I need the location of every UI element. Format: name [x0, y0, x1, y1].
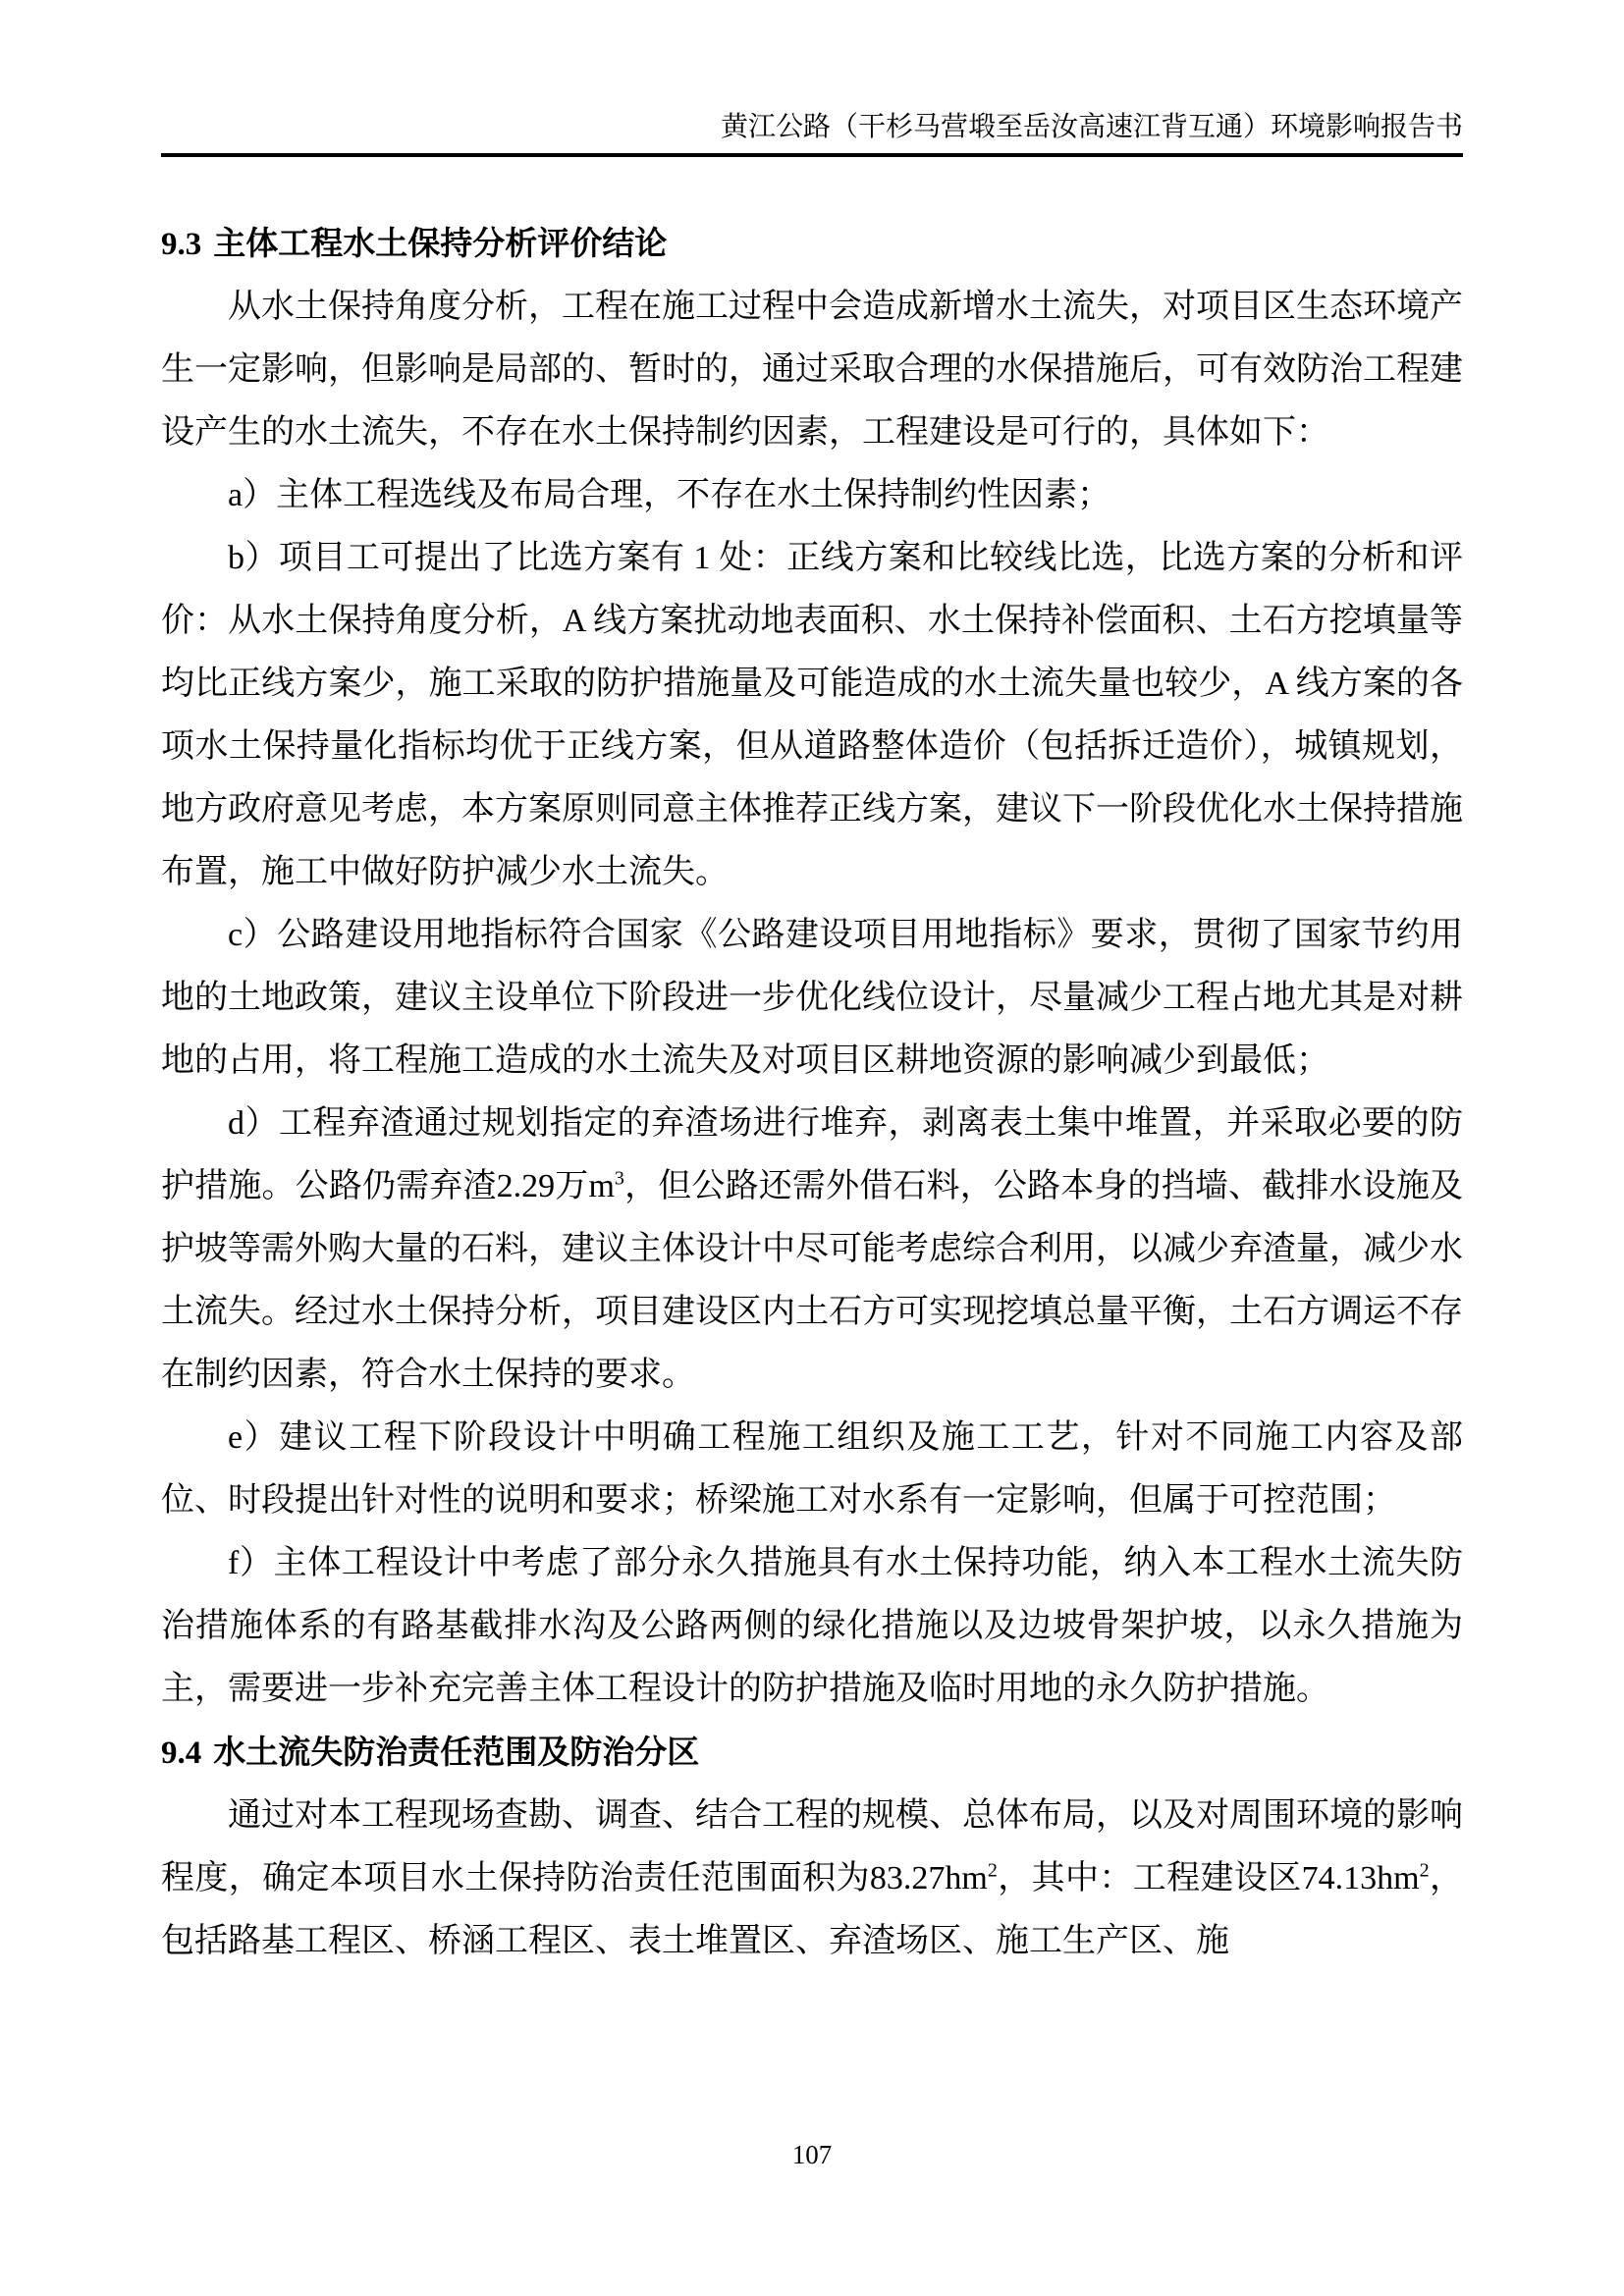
- document-body: [161, 212, 1463, 1973]
- superscript: 2: [987, 1859, 998, 1882]
- text-run: 从水土保持角度分析，工程在施工过程中会造成新增水土流失，对项目区生态环境产生一定影响，但影响是局部的、暂时的，通过采取合理的水保措施后，可有效防治工程建设产生的水土流失，不存在水土保持制约因素，工程建设是可行的，具体如下：: [161, 289, 1463, 451]
- paragraph: [161, 527, 1463, 904]
- text-run: d）工程弃渣通过规划指定的弃渣场进行堆弃，剥离表土集中堆置，并采取必要的防护措施。公路仍需弃渣2.29万m: [161, 1105, 1463, 1204]
- section-number: 9.3: [161, 227, 202, 262]
- page-footer: [0, 2140, 1624, 2170]
- header-rule: [161, 153, 1463, 157]
- section-heading-9.3: [161, 212, 1463, 276]
- text-run: c）公路建设用地指标符合国家《公路建设项目用地指标》要求，贯彻了国家节约用地的土地政策，建议主设单位下阶段进一步优化线位设计，尽量减少工程占地尤其是对耕地的占用，将工程施工造成的水土流失及对项目区耕地资源的影响减少到最低；: [161, 917, 1463, 1079]
- text-run: a）主体工程选线及布局合理，不存在水土保持制约性因素；: [228, 477, 1111, 513]
- text-run: ，但公路还需外借石料，公路本身的挡墙、截排水设施及护坡等需外购大量的石料，建议主体设计中尽可能考虑综合利用，以减少弃渣量，减少水土流失。经过水土保持分析，项目建设区内土石方可实现挖填总量平衡，土石方调运不存在制约因素，符合水土保持的要求。: [161, 1168, 1464, 1393]
- text-run: b）项目工可提出了比选方案有 1 处：正线方案和比较线比选，比选方案的分析和评价：从水土保持角度分析，A 线方案扰动地表面积、水土保持补偿面积、土石方挖填量等均比正线方案少，施工采取的防护措施量及可能造成的水土流失量也较少，A 线方案的各项水土保持量化指标均优于正线方案，但从道路整体造价（包括拆迁造价），城镇规划，地方政府意见考虑，本方案原则同意主体推荐正线方案，建议下一阶段优化水土保持措施布置，施工中做好防护减少水土流失。: [161, 540, 1463, 890]
- page-number: 107: [791, 2140, 833, 2169]
- superscript: 2: [1419, 1859, 1430, 1882]
- section-heading-9.4: [161, 1721, 1463, 1785]
- text-run: f）主体工程设计中考虑了部分永久措施具有水土保持功能，纳入本工程水土流失防治措施体系的有路基截排水沟及公路两侧的绿化措施以及边坡骨架护坡，以永久措施为主，需要进一步补充完善主体工程设计的防护措施及临时用地的永久防护措施。: [161, 1545, 1463, 1707]
- text-run: ，其中：工程建设区74.13hm: [997, 1860, 1420, 1896]
- text-run: 通过对本工程现场查勘、调查、结合工程的规模、总体布局，以及对周围环境的影响程度，确定本项目水土保持防治责任范围面积为83.27hm: [161, 1797, 1463, 1896]
- header-title: 黄江公路（干杉马营塅至岳汝高速江背互通）环境影响报告书: [720, 112, 1463, 142]
- paragraph: [161, 1532, 1463, 1721]
- text-run: ，包括路基工程区、桥涵工程区、表土堆置区、弃渣场区、施工生产区、施: [161, 1860, 1464, 1959]
- paragraph: [161, 276, 1463, 464]
- paragraph: [161, 1785, 1463, 1973]
- section-title: 水土流失防治责任范围及防治分区: [213, 1734, 700, 1770]
- text-run: e）建议工程下阶段设计中明确工程施工组织及施工工艺，针对不同施工内容及部位、时段提出针对性的说明和要求；桥梁施工对水系有一定影响，但属于可控范围；: [161, 1419, 1463, 1519]
- page-header: [161, 0, 1463, 157]
- paragraph: [161, 1407, 1463, 1532]
- section-title: 主体工程水土保持分析评价结论: [213, 225, 668, 261]
- paragraph: [161, 464, 1463, 527]
- content-column: [161, 0, 1463, 1973]
- superscript: 3: [614, 1167, 624, 1190]
- section-number: 9.4: [161, 1735, 202, 1771]
- paragraph: [161, 1093, 1463, 1407]
- paragraph: [161, 904, 1463, 1093]
